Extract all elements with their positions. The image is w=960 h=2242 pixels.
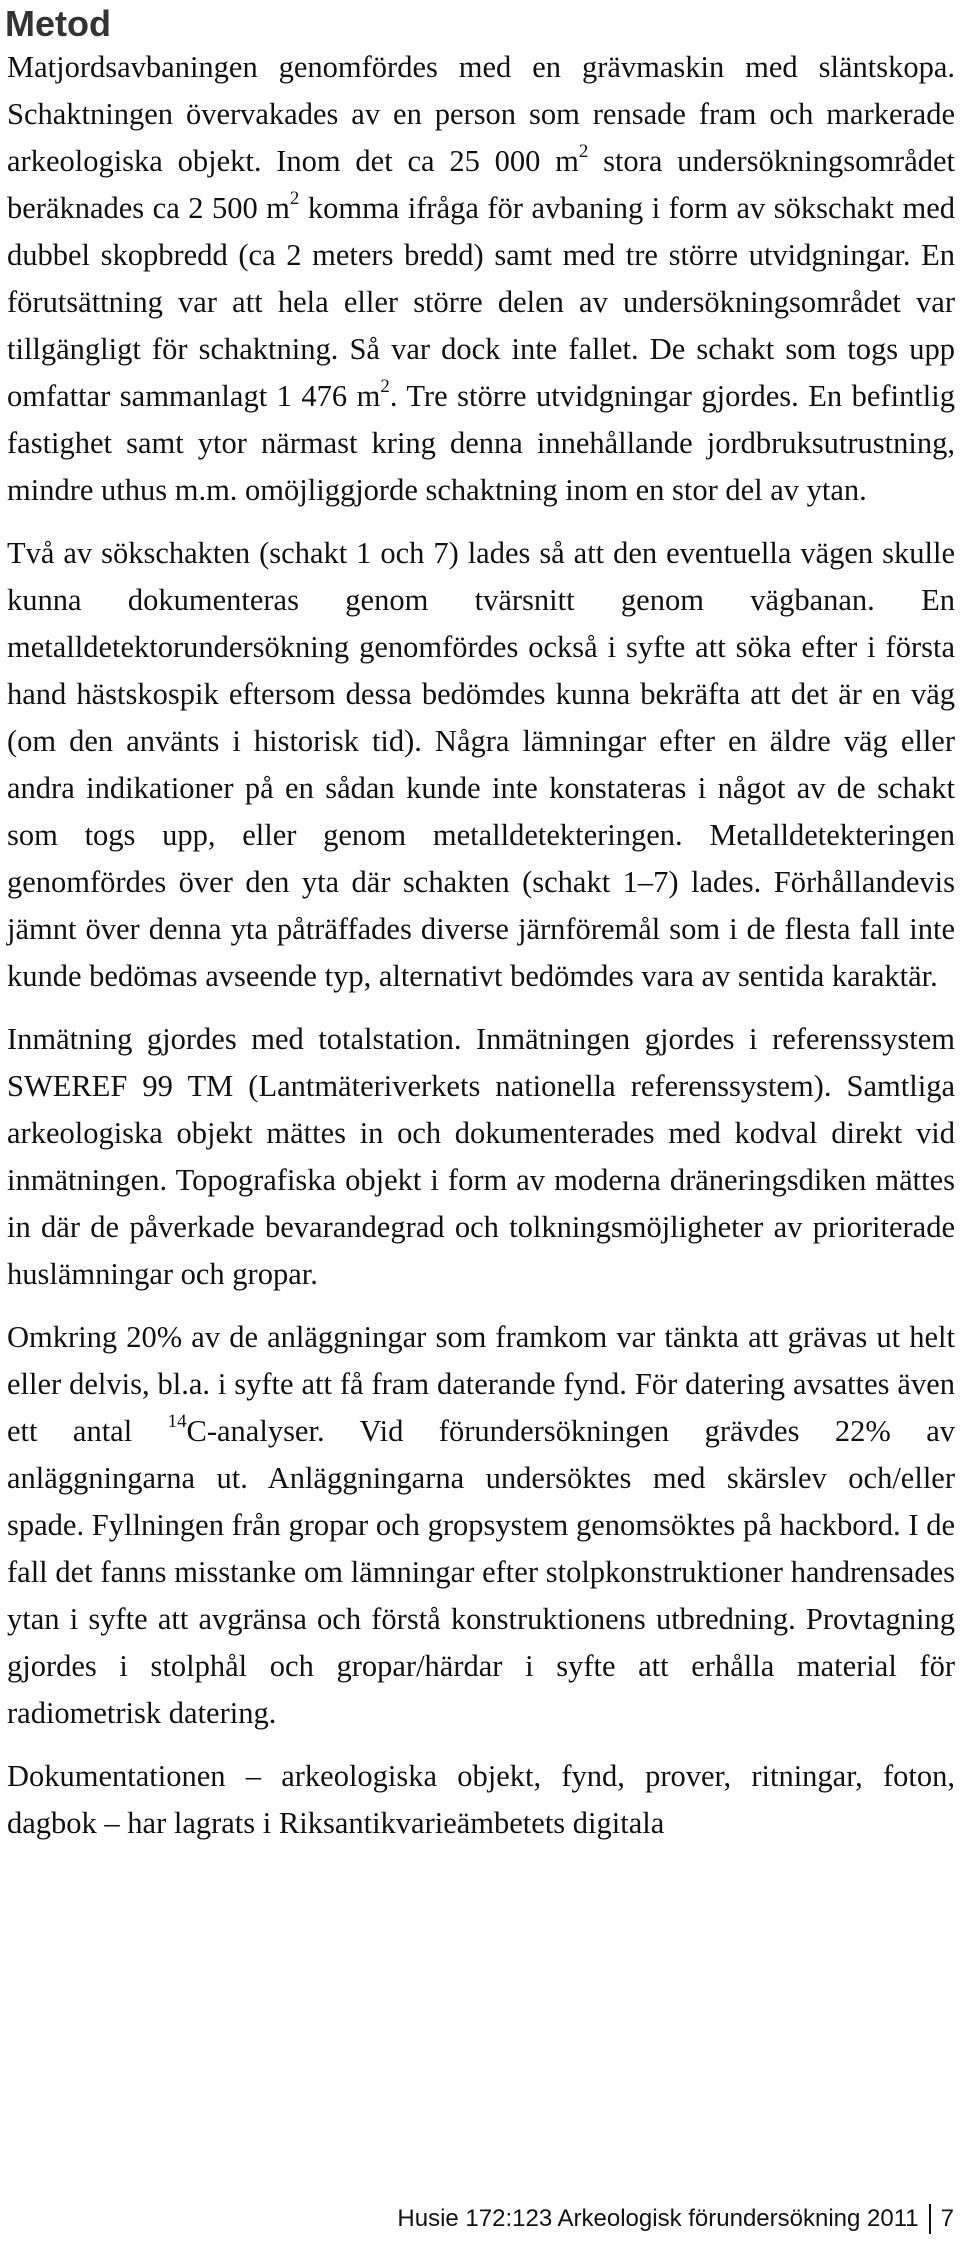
- text-segment: komma ifråga för avbaning i form av sökschakt med dubbel skopbredd (ca 2 meters bredd) samt med tre större utvidgningar. En förutsättning var att hela eller större delen av undersökningsområdet var tillgängligt för schaktning. Så var dock inte fallet. De schakt som togs upp omfattar sammanlagt 1 476 m: [7, 191, 955, 413]
- section-heading: Metod: [5, 3, 111, 44]
- body-text: [7, 44, 955, 1847]
- text-segment: Omkring 20% av de anläggningar som framkom var tänkta att grävas ut helt eller delvis, bl.a. i syfte att få fram daterande fynd. För datering avsattes även ett antal: [7, 1320, 955, 1448]
- paragraph-4: [7, 1314, 955, 1737]
- text-segment: Matjordsavbaningen genomfördes med en grävmaskin med släntskopa. Schaktningen övervakades av en person som rensade fram och markerade arkeologiska objekt. Inom det ca 25 000 m: [7, 50, 955, 178]
- paragraph-5: [7, 1753, 955, 1847]
- text-segment: Dokumentationen – arkeologiska objekt, fynd, prover, ritningar, foton, dagbok – har lagrats i Riksantikvarieämbetets digitala: [7, 1759, 955, 1840]
- page-footer: [397, 2196, 954, 2242]
- footer-page-number: 7: [940, 2205, 954, 2232]
- text-segment: Inmätning gjordes med totalstation. Inmätningen gjordes i referenssystem SWEREF 99 TM (Lantmäteriverkets nationella referenssystem). Samtliga arkeologiska objekt mättes in och dokumenterades med kodval direkt vid inmätningen. Topografiska objekt i form av moderna dräneringsdiken mättes in där de påverkade bevarandegrad och tolkningsmöjligheter av prioriterade huslämningar och gropar.: [7, 1022, 955, 1291]
- text-segment: . Tre större utvidgningar gjordes. En befintlig fastighet samt ytor närmast kring denna innehållande jordbruksutrustning, mindre uthus m.m. omöjliggjorde schaktning inom en stor del av ytan.: [7, 379, 955, 507]
- text-segment: stora undersökningsområdet beräknades ca 2 500 m: [7, 144, 955, 225]
- footer-separator: [929, 2204, 931, 2234]
- paragraph-3: [7, 1016, 955, 1298]
- superscript: 2: [380, 376, 390, 398]
- footer-report-title: Husie 172:123 Arkeologisk förundersökning 2011: [397, 2205, 919, 2232]
- superscript: 2: [578, 141, 589, 163]
- paragraph-2: [7, 530, 955, 1000]
- text-segment: Två av sökschakten (schakt 1 och 7) lades så att den eventuella vägen skulle kunna dokumenteras genom tvärsnitt genom vägbanan. En metalldetektorundersökning genomfördes också i syfte att söka efter i första hand hästskospik eftersom dessa bedömdes kunna bekräfta att det är en väg (om den använts i historisk tid). Några lämningar efter en äldre väg eller andra indikationer på en sådan kunde inte konstateras i något av de schakt som togs upp, eller genom metalldetekteringen. Metalldetekteringen genomfördes över den yta där schakten (schakt 1–7) lades. Förhållandevis jämnt över denna yta påträffades diverse järnföremål som i de flesta fall inte kunde bedömas avseende typ, alternativt bedömdes vara av sentida karaktär.: [7, 536, 955, 993]
- paragraph-1: [7, 44, 955, 514]
- text-segment: C-analyser. Vid förundersökningen grävdes 22% av anläggningarna ut. Anläggningarna undersöktes med skärslev och/eller spade. Fyllningen från gropar och gropsystem genomsöktes på hackbord. I de fall det fanns misstanke om lämningar efter stolpkonstruktioner handrensades ytan i syfte att avgränsa och förstå konstruktionens utbredning. Provtagning gjordes i stolphål och gropar/härdar i syfte att erhålla material för radiometrisk datering.: [7, 1414, 955, 1730]
- superscript: 14: [167, 1411, 187, 1433]
- superscript: 2: [289, 188, 300, 210]
